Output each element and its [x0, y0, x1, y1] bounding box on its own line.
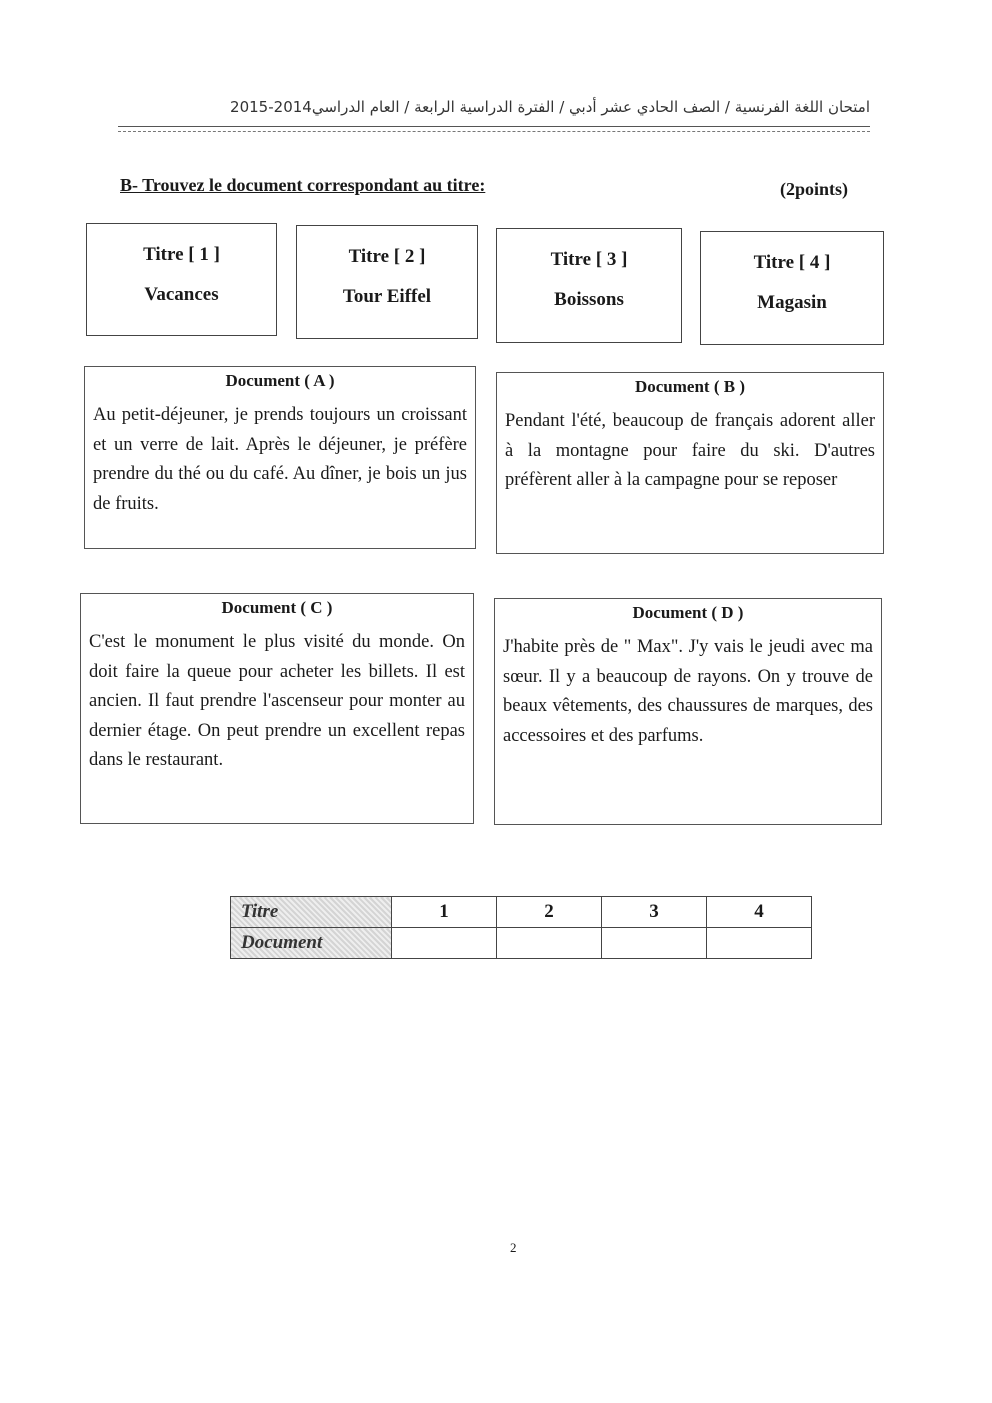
document-text: Pendant l'été, beaucoup de français adorent aller à la montagne pour faire du ski. D'autres préfèrent aller à la campagne pour se reposer: [505, 411, 875, 490]
document-text: Au petit-déjeuner, je prends toujours un croissant et un verre de lait. Après le déjeuner, je préfère prendre du thé ou du café. Au dîner, je bois un jus de fruits.: [93, 405, 467, 514]
document-heading: Document ( B ): [634, 377, 745, 396]
title-name: Tour Eiffel: [342, 286, 432, 307]
section-title: B- Trouvez le document correspondant au titre:: [120, 175, 486, 195]
title-number: Titre [ 4 ]: [753, 252, 831, 273]
document-heading: Document ( D ): [632, 603, 744, 622]
title-box-3: [496, 228, 682, 343]
title-box-2: [296, 225, 478, 339]
document-box-a: [84, 366, 476, 549]
document-text: C'est le monument le plus visité du monde. On doit faire la queue pour acheter les billets. Il est ancien. Il faut prendre l'ascenseur pour monter au dernier étage. On peut prendre un excellent repas dans le restaurant.: [89, 632, 465, 770]
column-header: 1: [392, 897, 497, 928]
title-number: Titre [ 1 ]: [143, 244, 220, 265]
answer-cell[interactable]: [497, 928, 602, 959]
answer-cell[interactable]: [602, 928, 707, 959]
title-name: Boissons: [554, 289, 624, 310]
column-header: 3: [602, 897, 707, 928]
document-box-c: [80, 593, 474, 824]
exam-header: امتحان اللغة الفرنسية / الصف الحادي عشر أدبي / الفترة الدراسية الرابعة / العام الدراسي2014-2015: [230, 98, 870, 116]
document-text: J'habite près de " Max". J'y vais le jeudi avec ma sœur. Il y a beaucoup de rayons. On y trouve de beaux vêtements, des chaussures de marques, des accessoires et des parfums.: [503, 637, 873, 746]
table-row: [231, 928, 812, 959]
section-points: (2points): [780, 179, 849, 199]
title-name: Magasin: [757, 292, 827, 313]
answer-table: [230, 896, 812, 959]
title-box-1: [86, 223, 277, 336]
table-row: [231, 897, 812, 928]
row-header-document: Document: [231, 928, 392, 959]
title-number: Titre [ 2 ]: [348, 246, 426, 267]
header-divider-dashed: [118, 131, 870, 132]
answer-cell[interactable]: [707, 928, 812, 959]
title-name: Vacances: [144, 284, 219, 305]
title-number: Titre [ 3 ]: [550, 249, 628, 270]
row-header-titre: Titre: [231, 897, 392, 928]
answer-cell[interactable]: [392, 928, 497, 959]
document-box-d: [494, 598, 882, 825]
header-divider: [118, 126, 870, 127]
page-number: 2: [510, 1240, 517, 1255]
title-box-4: [700, 231, 884, 345]
column-header: 4: [707, 897, 812, 928]
document-box-b: [496, 372, 884, 554]
document-heading: Document ( A ): [225, 371, 335, 390]
column-header: 2: [497, 897, 602, 928]
document-heading: Document ( C ): [221, 598, 333, 617]
